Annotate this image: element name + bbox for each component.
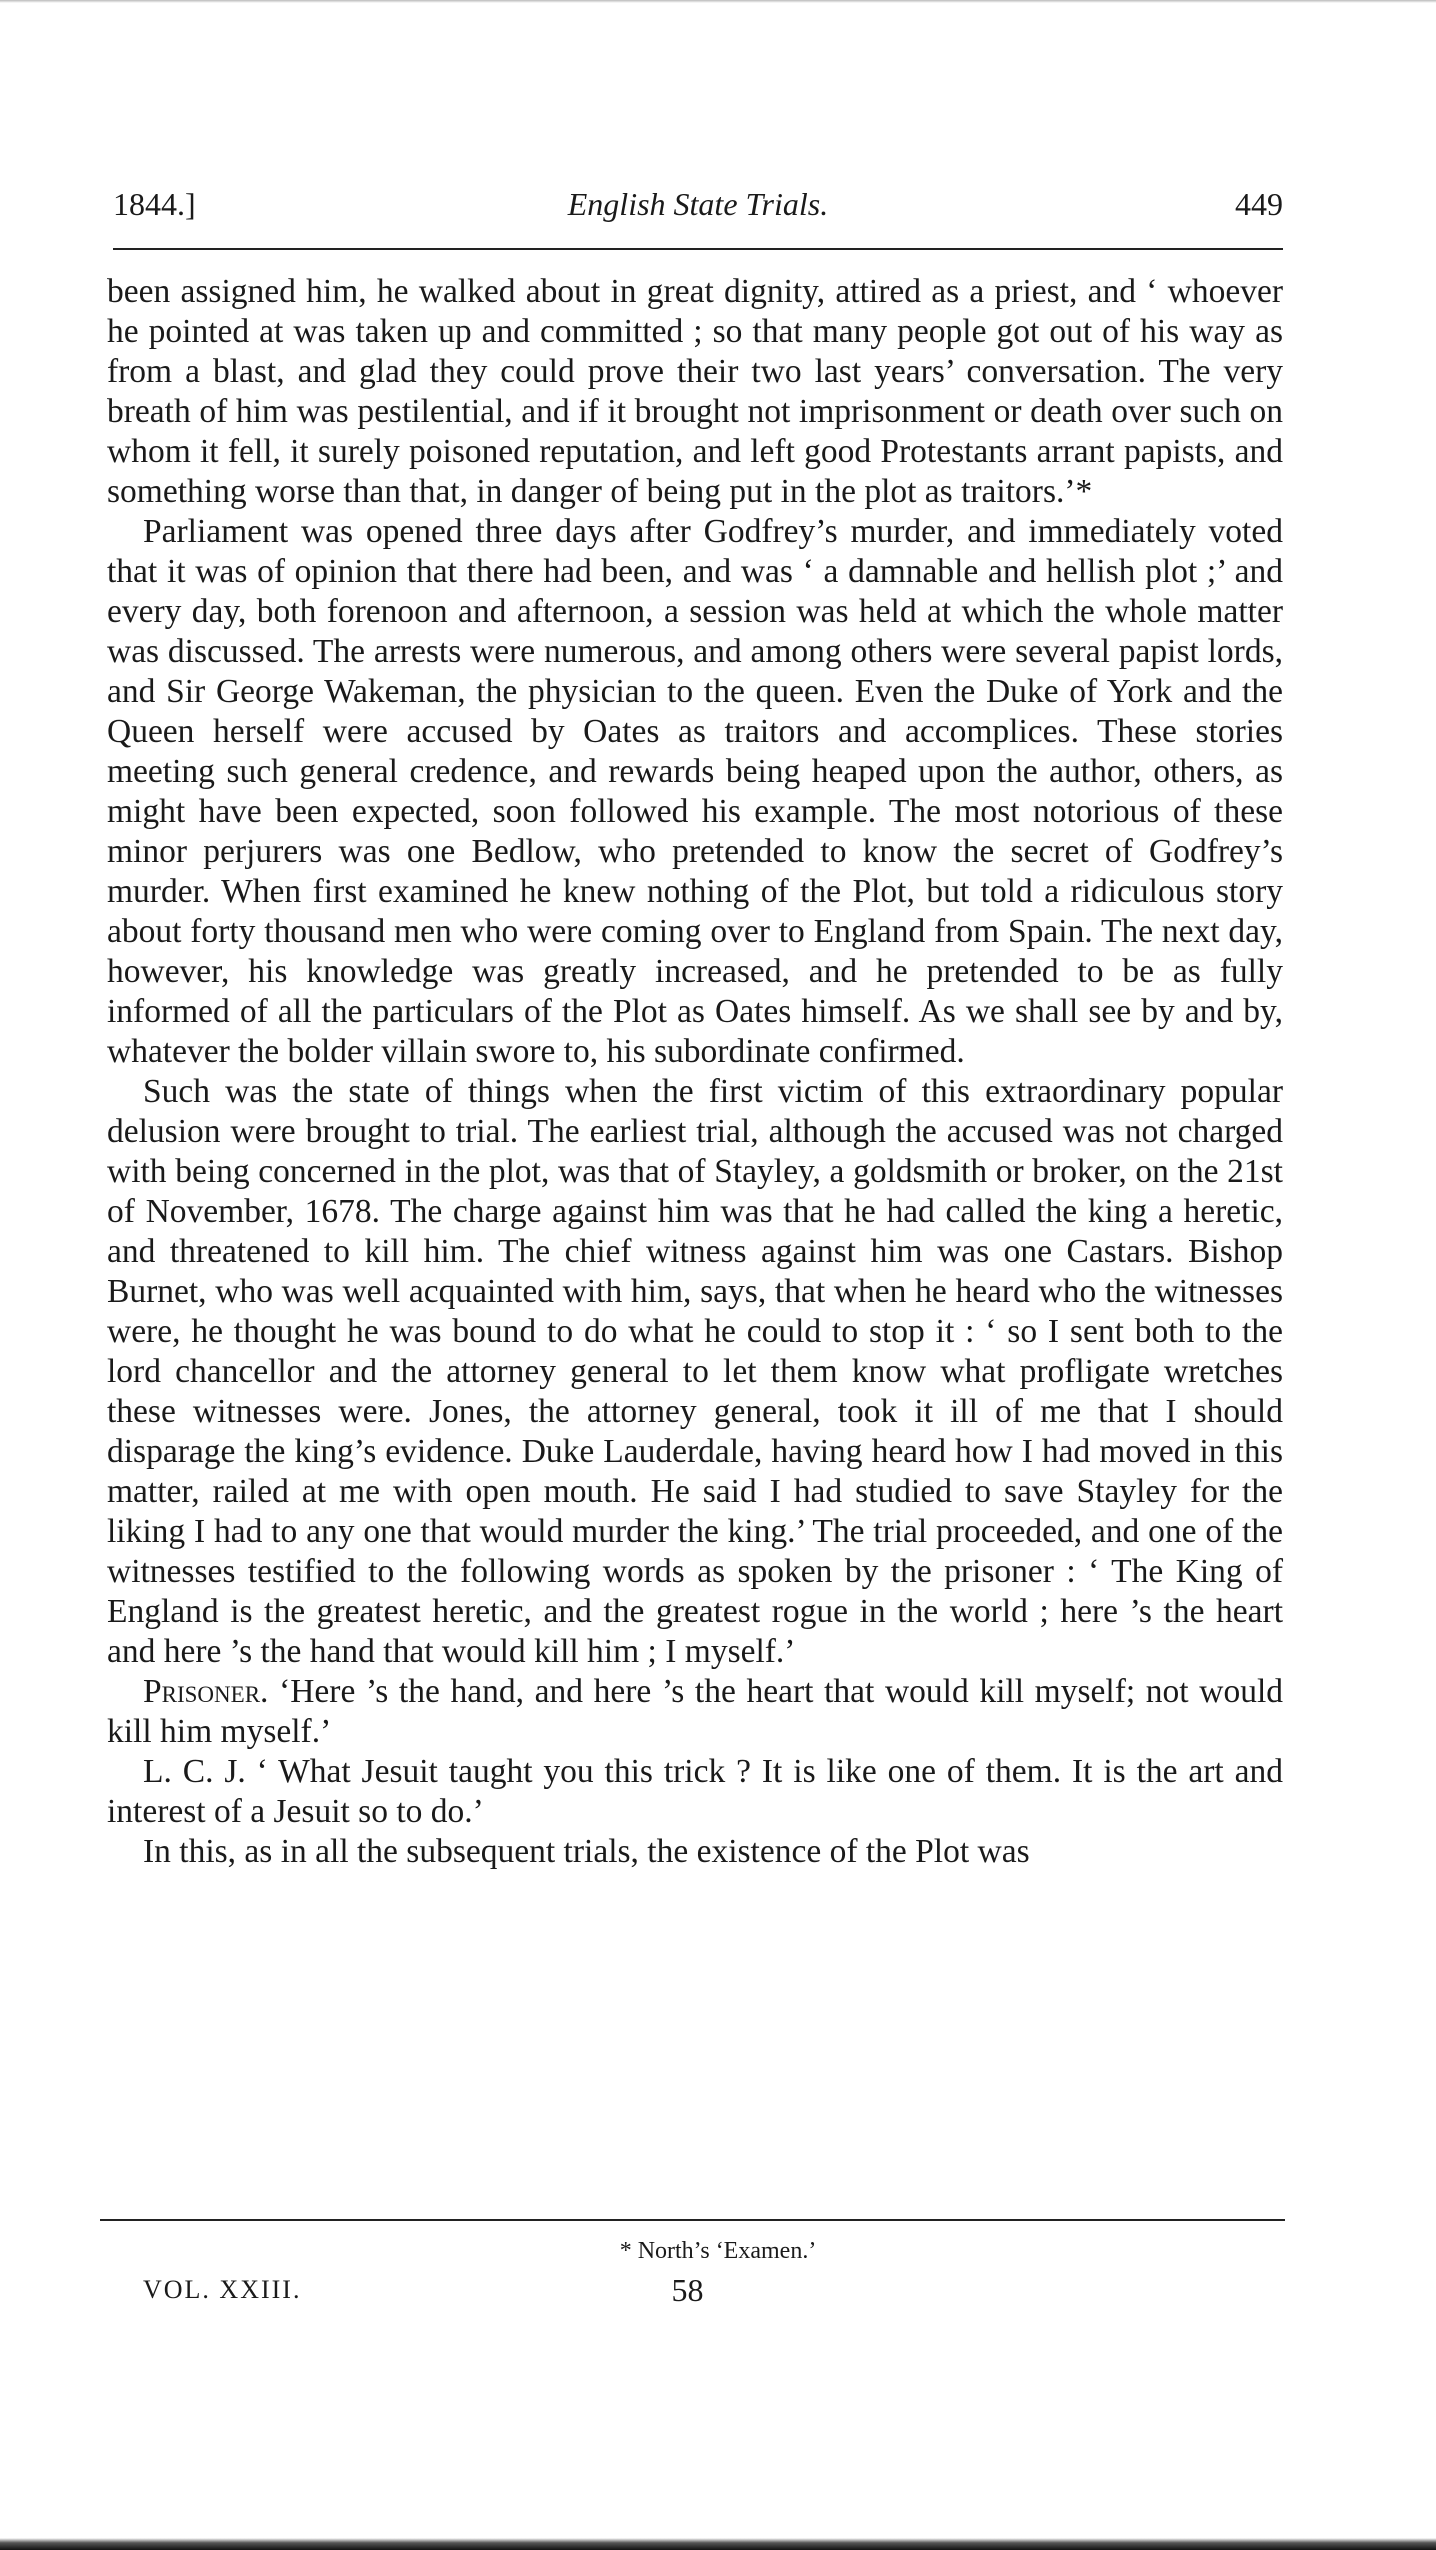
header-title: English State Trials. [567, 186, 829, 222]
volume-signature: VOL. XXIII. [143, 2275, 302, 2304]
running-head [113, 186, 1283, 230]
page-number: 449 [1235, 186, 1283, 222]
scan-bottom-edge [0, 2538, 1436, 2550]
footnote-rule [100, 2219, 1285, 2221]
paragraph-3: Such was the state of things when the first victim of this extraordinary popular delusion were brought to trial. The earliest trial, although the accused was not charged with being concerned in the plot, was that of Stayley, a goldsmith or broker, on the 21st of November, 1678. The charge against him was that he had called the king a heretic, and threatened to kill him. The chief witness against him was one Castars. Bishop Burnet, who was well acquainted with him, says, that when he heard who the witnesses were, he thought he was bound to do what he could to stop it : ‘ so I sent both to the lord chancellor and the attorney general to let them know what profligate wretches these witnesses were. Jones, the attorney general, took it ill of me that I should disparage the king’s evidence. Duke Lauderdale, having heard how I had moved in this matter, railed at me with open mouth. He said I had studied to save Stayley for the liking I had to any one that would murder the king.’ The trial proceeded, and one of the witnesses testified to the following words as spoken by the prisoner : ‘ The King of England is the greatest heretic, and the greatest rogue in the world ; here ’s the heart and here ’s the hand that would kill him ; I myself.’ [107, 1073, 1283, 1670]
speaker-text: ‘Here ’s the hand, and here ’s the heart that would kill myself; not would kill him myself.’ [107, 1673, 1283, 1750]
paragraph-5: L. C. J. ‘ What Jesuit taught you this trick ? It is like one of them. It is the art and interest of a Jesuit so to do.’ [107, 1753, 1283, 1830]
header-year: 1844.] [113, 186, 196, 222]
body-text [107, 272, 1283, 1872]
signature-number: 58 [671, 2272, 704, 2308]
scan-top-edge [0, 0, 1436, 3]
header-rule [113, 248, 1283, 250]
footnote: * North’s ‘Examen.’ [619, 2238, 817, 2264]
paragraph-2: Parliament was opened three days after Godfrey’s murder, and immediately voted that it was of opinion that there had been, and was ‘ a damnable and hellish plot ;’ and every day, both forenoon and afternoon, a session was held at which the whole matter was discussed. The arrests were numerous, and among others were several papist lords, and Sir George Wakeman, the physician to the queen. Even the Duke of York and the Queen herself were accused by Oates as traitors and accomplices. These stories meeting such general credence, and rewards being heaped upon the author, others, as might have been expected, soon followed his example. The most notorious of these minor perjurers was one Bedlow, who pretended to know the secret of Godfrey’s murder. When first examined he knew nothing of the Plot, but told a ridiculous story about forty thousand men who were coming over to England from Spain. The next day, however, his knowledge was greatly increased, and he pretended to be as fully informed of all the particulars of the Plot as Oates himself. As we shall see by and by, whatever the bolder villain swore to, his subordinate confirmed. [107, 513, 1283, 1070]
speaker-label: Prisoner. [143, 1673, 269, 1710]
paragraph-4 [107, 1672, 1283, 1752]
paragraph-1: been assigned him, he walked about in great dignity, attired as a priest, and ‘ whoever he pointed at was taken up and committed ; so that many people got out of his way as from a blast, and glad they could prove their two last years’ conversation. The very breath of him was pestilential, and if it brought not imprisonment or death over such on whom it fell, it surely poisoned reputation, and left good Protestants arrant papists, and something worse than that, in danger of being put in the plot as traitors.’* [107, 273, 1283, 510]
paragraph-6: In this, as in all the subsequent trials, the existence of the Plot was [143, 1833, 1030, 1870]
